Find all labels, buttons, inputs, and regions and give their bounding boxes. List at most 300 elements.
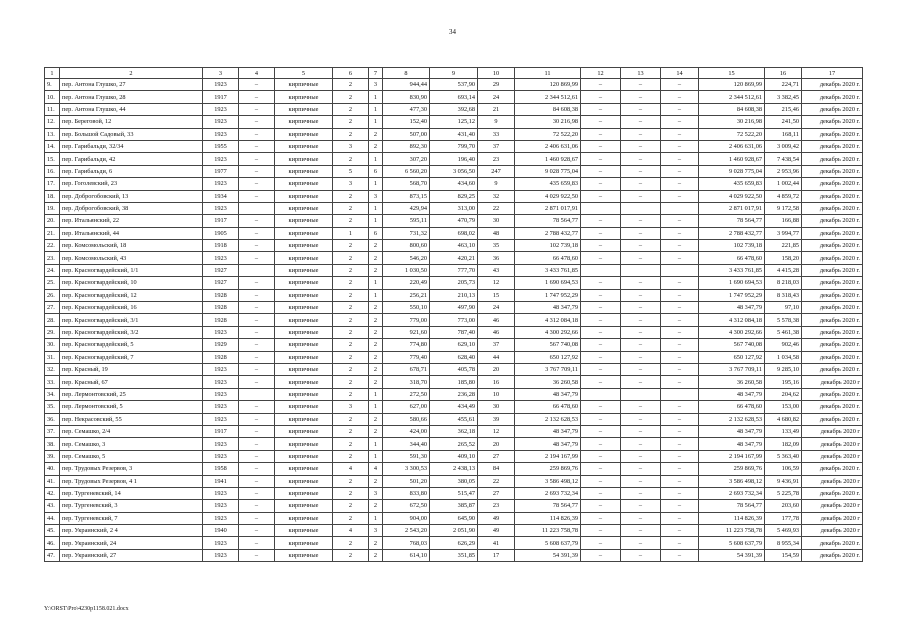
col-12-cell: – (581, 165, 621, 177)
table-row (45, 549, 863, 561)
address-cell: пер. Красногвардейский, 10 (60, 277, 203, 289)
completion-date-cell: декабрь 2020 г. (802, 140, 863, 152)
col-13-cell (621, 202, 661, 214)
cost-per-unit-cell: 133,49 (765, 425, 802, 437)
row-number-cell: 32. (45, 363, 60, 375)
residents-cell: 30 (478, 401, 515, 413)
wall-material-cell: кирпичные (275, 227, 333, 239)
entrances-cell: 2 (369, 128, 383, 140)
floors-cell: 4 (333, 463, 369, 475)
row-number-cell: 30. (45, 339, 60, 351)
wall-material-cell: кирпичные (275, 512, 333, 524)
col-14-cell: – (661, 314, 699, 326)
col-13-cell: – (621, 351, 661, 363)
col-12-cell: – (581, 103, 621, 115)
floors-cell: 2 (333, 302, 369, 314)
floors-cell: 2 (333, 339, 369, 351)
completion-date-cell: декабрь 2020 г. (802, 537, 863, 549)
floors-cell: 2 (333, 549, 369, 561)
year-built-cell: 1923 (203, 450, 239, 462)
footer-file-path: Y:\ORST\Pro\4230p1158.021.docx (44, 606, 129, 612)
col-4-cell: – (239, 178, 275, 190)
total-area-cell: 944,44 (383, 79, 430, 91)
living-area-cell: 351,85 (430, 549, 478, 561)
living-area-cell: 420,21 (430, 252, 478, 264)
col-12-cell: – (581, 512, 621, 524)
row-number-cell: 42. (45, 487, 60, 499)
col-13-cell: – (621, 450, 661, 462)
floors-cell: 2 (333, 376, 369, 388)
entrances-cell: 2 (369, 351, 383, 363)
col-14-cell: – (661, 438, 699, 450)
column-header-11: 11 (515, 68, 581, 79)
address-cell: пер. Тургеневский, 14 (60, 487, 203, 499)
row-number-cell: 33. (45, 376, 60, 388)
row-number-cell: 31. (45, 351, 60, 363)
living-area-cell: 537,90 (430, 79, 478, 91)
cost-per-unit-cell: 153,00 (765, 401, 802, 413)
table-row (45, 438, 863, 450)
living-area-cell: 698,02 (430, 227, 478, 239)
address-cell: пер. Украинский, 24 (60, 537, 203, 549)
subtotal-cost-cell: 72 522,20 (699, 128, 765, 140)
cost-per-unit-cell: 4 680,82 (765, 413, 802, 425)
completion-date-cell: декабрь 2020 г. (802, 388, 863, 400)
year-built-cell: 1923 (203, 401, 239, 413)
entrances-cell: 2 (369, 339, 383, 351)
table-row (45, 314, 863, 326)
year-built-cell: 1923 (203, 252, 239, 264)
wall-material-cell: кирпичные (275, 326, 333, 338)
entrances-cell: 1 (369, 202, 383, 214)
year-built-cell: 1923 (203, 376, 239, 388)
col-12-cell: – (581, 116, 621, 128)
living-area-cell: 470,79 (430, 215, 478, 227)
col-13-cell: – (621, 413, 661, 425)
year-built-cell: 1923 (203, 202, 239, 214)
living-area-cell: 2 051,90 (430, 525, 478, 537)
total-area-cell: 272,50 (383, 388, 430, 400)
total-area-cell: 568,70 (383, 178, 430, 190)
total-cost-cell: 435 659,83 (515, 178, 581, 190)
address-cell: пер. Семашко, 2/4 (60, 425, 203, 437)
floors-cell: 2 (333, 438, 369, 450)
residents-cell: 44 (478, 351, 515, 363)
address-cell: пер. Красногвардейский, 3/1 (60, 314, 203, 326)
col-12-cell: – (581, 190, 621, 202)
row-number-cell: 16. (45, 165, 60, 177)
address-cell: пер. Доброгобовский, 38 (60, 202, 203, 214)
table-row (45, 425, 863, 437)
total-cost-cell: 66 478,60 (515, 252, 581, 264)
cost-per-unit-cell: 166,88 (765, 215, 802, 227)
cost-per-unit-cell: 2 953,96 (765, 165, 802, 177)
subtotal-cost-cell: 5 608 637,79 (699, 537, 765, 549)
entrances-cell: 2 (369, 500, 383, 512)
floors-cell: 4 (333, 525, 369, 537)
col-4-cell: – (239, 363, 275, 375)
living-area-cell: 185,80 (430, 376, 478, 388)
year-built-cell: 1923 (203, 116, 239, 128)
total-area-cell: 550,10 (383, 302, 430, 314)
residents-cell: 49 (478, 525, 515, 537)
table-row (45, 363, 863, 375)
total-area-cell: 1 030,50 (383, 264, 430, 276)
col-4-cell: – (239, 450, 275, 462)
residents-cell: 12 (478, 277, 515, 289)
floors-cell: 2 (333, 264, 369, 276)
address-cell: пер. Некрасовский, 55 (60, 413, 203, 425)
col-4-cell: – (239, 401, 275, 413)
address-cell: пер. Красный, 67 (60, 376, 203, 388)
col-13-cell: – (621, 401, 661, 413)
col-4-cell: – (239, 128, 275, 140)
completion-date-cell: декабрь 2020 г (802, 450, 863, 462)
table-row (45, 190, 863, 202)
residents-cell: 48 (478, 227, 515, 239)
residents-cell: 20 (478, 438, 515, 450)
col-14-cell: – (661, 289, 699, 301)
col-13-cell: – (621, 314, 661, 326)
floors-cell: 2 (333, 413, 369, 425)
subtotal-cost-cell: 66 478,60 (699, 401, 765, 413)
completion-date-cell: декабрь 2020 г. (802, 339, 863, 351)
row-number-cell: 45. (45, 525, 60, 537)
year-built-cell: 1923 (203, 413, 239, 425)
subtotal-cost-cell: 567 740,08 (699, 339, 765, 351)
residents-cell: 33 (478, 128, 515, 140)
total-cost-cell: 114 826,39 (515, 512, 581, 524)
total-cost-cell: 3 433 761,85 (515, 264, 581, 276)
address-cell: пер. Красногвардейский, 12 (60, 289, 203, 301)
col-13-cell: – (621, 215, 661, 227)
total-cost-cell: 48 347,79 (515, 388, 581, 400)
cost-per-unit-cell: 3 382,45 (765, 91, 802, 103)
row-number-cell: 10. (45, 91, 60, 103)
address-cell: пер. Итальянский, 44 (60, 227, 203, 239)
row-number-cell: 21. (45, 227, 60, 239)
total-cost-cell: 30 216,98 (515, 116, 581, 128)
completion-date-cell: декабрь 2020 г. (802, 91, 863, 103)
row-number-cell: 37. (45, 425, 60, 437)
floors-cell: 2 (333, 289, 369, 301)
entrances-cell: 3 (369, 525, 383, 537)
col-12-cell: – (581, 128, 621, 140)
total-area-cell: 800,60 (383, 240, 430, 252)
col-12-cell: – (581, 376, 621, 388)
total-cost-cell: 84 608,38 (515, 103, 581, 115)
subtotal-cost-cell: 9 028 775,04 (699, 165, 765, 177)
total-area-cell: 595,11 (383, 215, 430, 227)
col-12-cell: – (581, 425, 621, 437)
col-4-cell: – (239, 103, 275, 115)
row-number-cell: 11. (45, 103, 60, 115)
cost-per-unit-cell: 215,46 (765, 103, 802, 115)
year-built-cell: 1929 (203, 339, 239, 351)
subtotal-cost-cell: 11 223 758,78 (699, 525, 765, 537)
completion-date-cell: декабрь 2020 г. (802, 202, 863, 214)
col-13-cell: – (621, 487, 661, 499)
col-12-cell: – (581, 475, 621, 487)
col-4-cell: – (239, 475, 275, 487)
total-area-cell: 678,71 (383, 363, 430, 375)
col-12-cell: – (581, 537, 621, 549)
living-area-cell: 497,90 (430, 302, 478, 314)
living-area-cell: 362,18 (430, 425, 478, 437)
col-4-cell: – (239, 438, 275, 450)
col-14-cell: – (661, 401, 699, 413)
entrances-cell: 1 (369, 178, 383, 190)
total-area-cell: 424,00 (383, 425, 430, 437)
residents-cell: 17 (478, 549, 515, 561)
col-14-cell: – (661, 153, 699, 165)
col-14-cell: – (661, 413, 699, 425)
address-cell: пер. Тургеневский, 7 (60, 512, 203, 524)
table-row (45, 215, 863, 227)
year-built-cell: 1918 (203, 240, 239, 252)
residents-cell: 37 (478, 339, 515, 351)
wall-material-cell: кирпичные (275, 376, 333, 388)
entrances-cell: 1 (369, 289, 383, 301)
residents-cell: 12 (478, 425, 515, 437)
total-cost-cell: 9 028 775,04 (515, 165, 581, 177)
col-12-cell: – (581, 351, 621, 363)
wall-material-cell: кирпичные (275, 475, 333, 487)
residents-cell: 22 (478, 202, 515, 214)
floors-cell: 5 (333, 165, 369, 177)
col-12-cell (581, 264, 621, 276)
col-4-cell (239, 388, 275, 400)
completion-date-cell: декабрь 2020 г. (802, 549, 863, 561)
entrances-cell: 6 (369, 227, 383, 239)
col-4-cell: – (239, 376, 275, 388)
total-area-cell: 477,30 (383, 103, 430, 115)
floors-cell: 2 (333, 116, 369, 128)
living-area-cell: 392,68 (430, 103, 478, 115)
floors-cell: 2 (333, 215, 369, 227)
year-built-cell: 1928 (203, 351, 239, 363)
completion-date-cell: декабрь 2020 г. (802, 153, 863, 165)
completion-date-cell: декабрь 2020 г. (802, 252, 863, 264)
address-cell: пер. Красногвардейский, 5 (60, 339, 203, 351)
column-header-14: 14 (661, 68, 699, 79)
col-14-cell: – (661, 351, 699, 363)
total-area-cell: 3 300,53 (383, 463, 430, 475)
total-area-cell: 307,20 (383, 153, 430, 165)
entrances-cell: 2 (369, 314, 383, 326)
year-built-cell: 1934 (203, 190, 239, 202)
total-area-cell: 768,03 (383, 537, 430, 549)
subtotal-cost-cell: 4 312 084,18 (699, 314, 765, 326)
entrances-cell: 2 (369, 475, 383, 487)
completion-date-cell: декабрь 2020 г (802, 438, 863, 450)
subtotal-cost-cell: 2 406 631,06 (699, 140, 765, 152)
col-4-cell: – (239, 91, 275, 103)
row-number-cell: 47. (45, 549, 60, 561)
col-13-cell: – (621, 178, 661, 190)
column-header-9: 9 (430, 68, 478, 79)
col-12-cell: – (581, 215, 621, 227)
floors-cell: 1 (333, 227, 369, 239)
wall-material-cell: кирпичные (275, 487, 333, 499)
col-4-cell: – (239, 487, 275, 499)
total-area-cell: 220,49 (383, 277, 430, 289)
table-row (45, 525, 863, 537)
col-14-cell: – (661, 190, 699, 202)
cost-per-unit-cell: 97,10 (765, 302, 802, 314)
total-cost-cell: 48 347,79 (515, 425, 581, 437)
address-cell: пер. Доброгобовский, 13 (60, 190, 203, 202)
year-built-cell: 1955 (203, 140, 239, 152)
living-area-cell: 787,40 (430, 326, 478, 338)
col-12-cell: – (581, 525, 621, 537)
wall-material-cell: кирпичные (275, 153, 333, 165)
address-cell: пер. Большой Садовый, 33 (60, 128, 203, 140)
col-12-cell: – (581, 302, 621, 314)
total-area-cell: 507,00 (383, 128, 430, 140)
total-cost-cell: 2 406 631,06 (515, 140, 581, 152)
cost-per-unit-cell: 241,50 (765, 116, 802, 128)
cost-per-unit-cell: 5 225,78 (765, 487, 802, 499)
subtotal-cost-cell: 2 693 732,34 (699, 487, 765, 499)
col-13-cell: – (621, 153, 661, 165)
year-built-cell: 1923 (203, 549, 239, 561)
year-built-cell: 1923 (203, 178, 239, 190)
living-area-cell: 385,87 (430, 500, 478, 512)
row-number-cell: 44. (45, 512, 60, 524)
total-cost-cell: 2 693 732,34 (515, 487, 581, 499)
completion-date-cell: декабрь 2020 г. (802, 190, 863, 202)
col-14-cell: – (661, 91, 699, 103)
table-row (45, 376, 863, 388)
col-14-cell: – (661, 215, 699, 227)
col-4-cell: – (239, 425, 275, 437)
total-cost-cell: 1 747 952,29 (515, 289, 581, 301)
entrances-cell: 1 (369, 388, 383, 400)
year-built-cell: 1905 (203, 227, 239, 239)
col-4-cell: – (239, 79, 275, 91)
floors-cell: 2 (333, 450, 369, 462)
col-13-cell (621, 264, 661, 276)
living-area-cell: 205,73 (430, 277, 478, 289)
cost-per-unit-cell: 4 859,72 (765, 190, 802, 202)
total-area-cell: 774,80 (383, 339, 430, 351)
living-area-cell: 2 438,13 (430, 463, 478, 475)
floors-cell: 2 (333, 388, 369, 400)
wall-material-cell: кирпичные (275, 438, 333, 450)
table-row (45, 413, 863, 425)
col-12-cell: – (581, 178, 621, 190)
col-12-cell: – (581, 363, 621, 375)
col-12-cell: – (581, 413, 621, 425)
total-cost-cell: 2 132 628,53 (515, 413, 581, 425)
row-number-cell: 13. (45, 128, 60, 140)
col-13-cell: – (621, 140, 661, 152)
living-area-cell: 3 056,50 (430, 165, 478, 177)
wall-material-cell: кирпичные (275, 140, 333, 152)
total-area-cell: 672,50 (383, 500, 430, 512)
total-area-cell: 779,40 (383, 351, 430, 363)
column-header-10: 10 (478, 68, 515, 79)
total-cost-cell: 1 690 694,53 (515, 277, 581, 289)
table-row (45, 178, 863, 190)
entrances-cell: 3 (369, 79, 383, 91)
col-4-cell: – (239, 500, 275, 512)
living-area-cell: 626,29 (430, 537, 478, 549)
row-number-cell: 40. (45, 463, 60, 475)
total-cost-cell: 567 740,08 (515, 339, 581, 351)
address-cell: пер. Семашко, 3 (60, 438, 203, 450)
cost-per-unit-cell: 8 318,43 (765, 289, 802, 301)
wall-material-cell: кирпичные (275, 314, 333, 326)
residents-cell: 23 (478, 500, 515, 512)
col-14-cell: – (661, 500, 699, 512)
floors-cell: 2 (333, 512, 369, 524)
total-area-cell: 904,00 (383, 512, 430, 524)
total-area-cell: 779,00 (383, 314, 430, 326)
table-row (45, 252, 863, 264)
living-area-cell: 773,00 (430, 314, 478, 326)
col-13-cell: – (621, 475, 661, 487)
col-12-cell: – (581, 463, 621, 475)
cost-per-unit-cell: 5 578,38 (765, 314, 802, 326)
entrances-cell: 1 (369, 91, 383, 103)
table-row (45, 302, 863, 314)
total-area-cell: 580,66 (383, 413, 430, 425)
entrances-cell: 1 (369, 401, 383, 413)
col-14-cell: – (661, 363, 699, 375)
col-13-cell: – (621, 549, 661, 561)
column-header-8: 8 (383, 68, 430, 79)
completion-date-cell: декабрь 2020 г. (802, 165, 863, 177)
col-4-cell: – (239, 252, 275, 264)
subtotal-cost-cell: 259 869,76 (699, 463, 765, 475)
subtotal-cost-cell: 102 739,18 (699, 240, 765, 252)
living-area-cell: 455,61 (430, 413, 478, 425)
floors-cell: 2 (333, 326, 369, 338)
address-cell: пер. Красный, 19 (60, 363, 203, 375)
col-4-cell: – (239, 339, 275, 351)
residents-cell: 37 (478, 140, 515, 152)
col-4-cell: – (239, 326, 275, 338)
entrances-cell: 2 (369, 425, 383, 437)
column-header-5: 5 (275, 68, 333, 79)
col-13-cell: – (621, 302, 661, 314)
subtotal-cost-cell: 2 788 432,77 (699, 227, 765, 239)
col-13-cell: – (621, 277, 661, 289)
wall-material-cell: кирпичные (275, 413, 333, 425)
total-cost-cell: 4 312 084,18 (515, 314, 581, 326)
floors-cell: 2 (333, 240, 369, 252)
address-cell: пер. Красногвардейский, 3/2 (60, 326, 203, 338)
total-cost-cell: 2 871 017,91 (515, 202, 581, 214)
row-number-cell: 9. (45, 79, 60, 91)
cost-per-unit-cell: 177,78 (765, 512, 802, 524)
address-cell: пер. Антона Глушко, 27 (60, 79, 203, 91)
cost-per-unit-cell: 221,85 (765, 240, 802, 252)
col-14-cell: – (661, 487, 699, 499)
row-number-cell: 35. (45, 401, 60, 413)
col-14-cell: – (661, 178, 699, 190)
column-header-1: 1 (45, 68, 60, 79)
col-14-cell: – (661, 277, 699, 289)
residents-cell: 30 (478, 215, 515, 227)
completion-date-cell: декабрь 2020 г (802, 512, 863, 524)
total-cost-cell: 78 564,77 (515, 215, 581, 227)
residents-cell: 27 (478, 487, 515, 499)
col-14-cell: – (661, 463, 699, 475)
col-13-cell: – (621, 289, 661, 301)
